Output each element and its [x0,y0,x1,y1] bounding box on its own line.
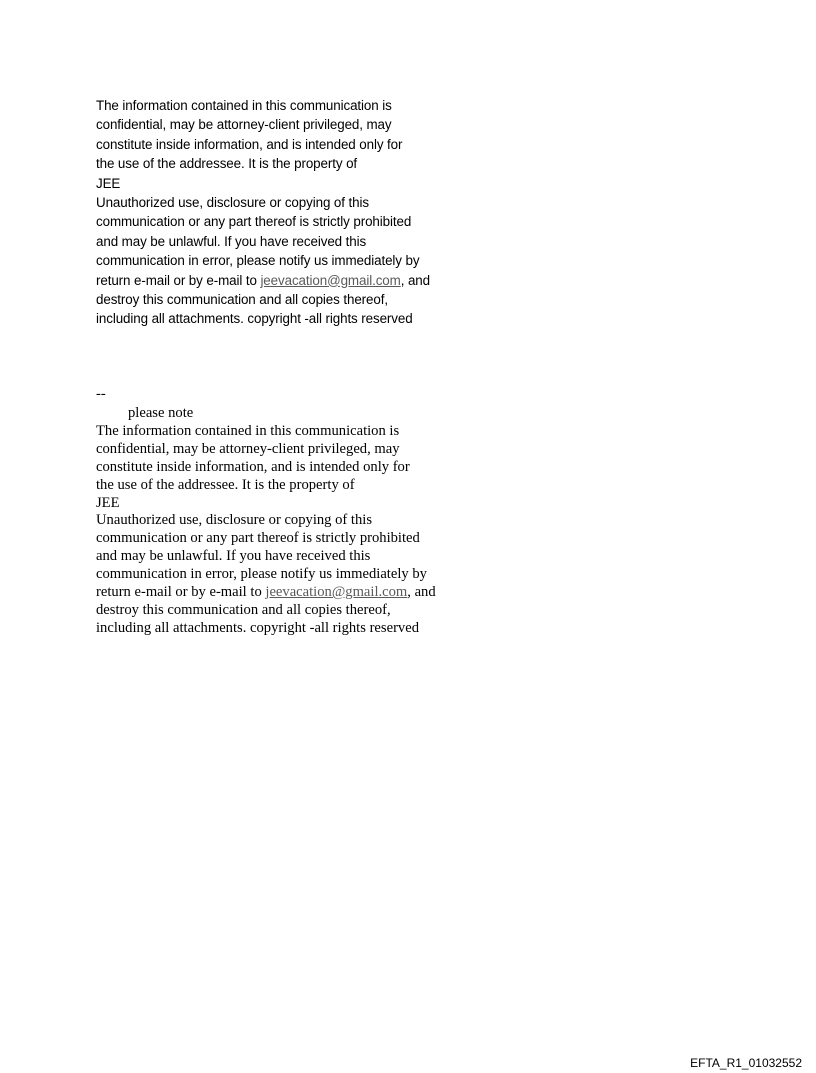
disclaimer-line: communication in error, please notify us immediately by [96,253,420,269]
disclaimer-line: Unauthorized use, disclosure or copying of this [96,195,369,211]
disclaimer-line: JEE [96,494,120,511]
link-line-prefix: return e-mail or by e-mail to [96,272,261,288]
disclaimer-line: confidential, may be attorney-client privileged, may [96,117,392,133]
signature-separator [96,386,106,404]
email-link[interactable]: jeevacation@gmail.com [260,272,401,288]
link-line-suffix: , and [400,272,430,288]
disclaimer-line: communication in error, please notify us immediately by [96,566,427,583]
separator-dashes: -- [96,386,106,402]
please-note-label: please note [128,405,194,421]
disclaimer-block-serif [96,405,436,638]
disclaimer-line: including all attachments. copyright -all rights reserved [96,619,419,636]
disclaimer-line: communication or any part thereof is strictly prohibited [96,530,420,547]
disclaimer-line: and may be unlawful. If you have received this [96,233,367,249]
disclaimer-line: constitute inside information, and is intended only for [96,458,410,475]
link-line-prefix: return e-mail or by e-mail to [96,584,266,601]
disclaimer-link-line [96,271,430,290]
disclaimer-line: communication or any part thereof is strictly prohibited [96,214,412,230]
disclaimer-line: constitute inside information, and is intended only for [96,136,403,152]
disclaimer-line: the use of the addressee. It is the property of [96,476,355,493]
email-link[interactable]: jeevacation@gmail.com [265,584,408,601]
disclaimer-line: and may be unlawful. If you have received this [96,548,371,565]
disclaimer-block-sans [96,96,430,329]
disclaimer-link-line [96,584,436,602]
disclaimer-line: the use of the addressee. It is the property of [96,156,358,172]
disclaimer-line: destroy this communication and all copies thereof, [96,601,391,618]
disclaimer-line: JEE [96,175,121,191]
disclaimer-line: The information contained in this communication is [96,98,392,113]
disclaimer-line: Unauthorized use, disclosure or copying of this [96,512,373,529]
disclaimer-line: including all attachments. copyright -all rights reserved [96,311,413,327]
bates-number: EFTA_R1_01032552 [690,1056,802,1070]
disclaimer-line: The information contained in this communication is [96,422,400,439]
disclaimer-line: confidential, may be attorney-client privileged, may [96,440,400,457]
disclaimer-line: destroy this communication and all copies thereof, [96,292,388,308]
link-line-suffix: , and [407,584,436,601]
